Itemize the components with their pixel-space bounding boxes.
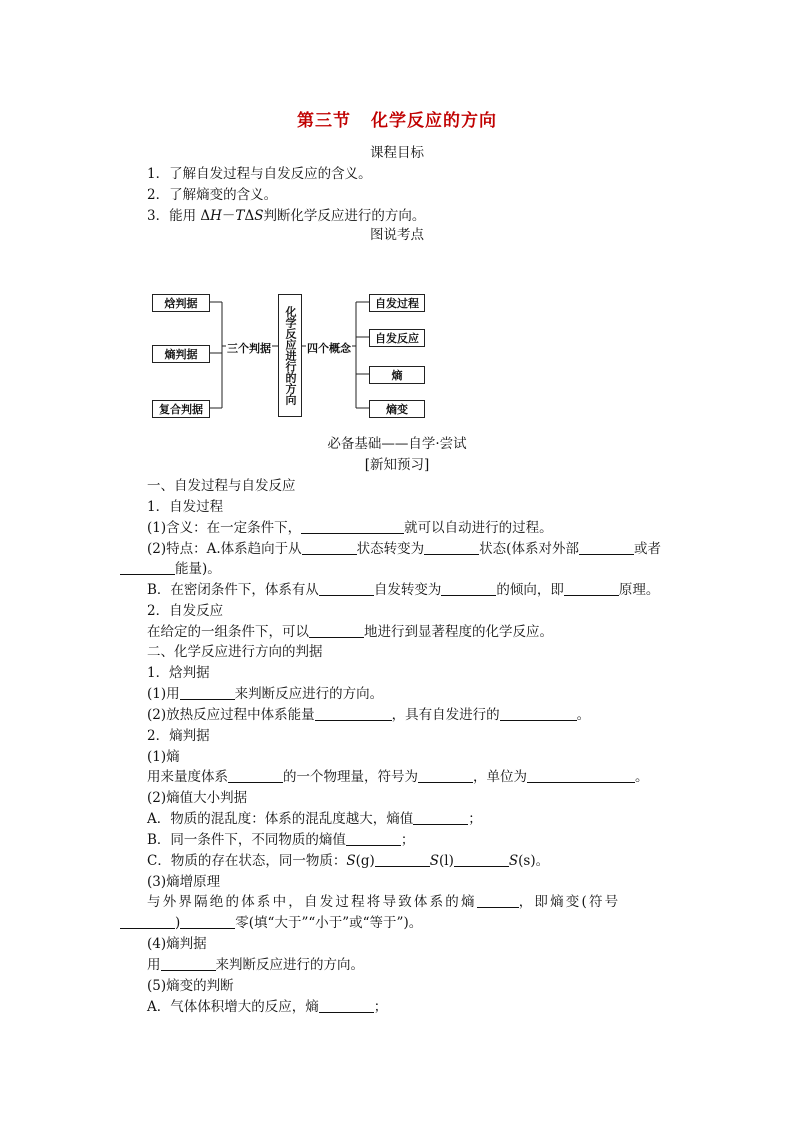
- answer-blank[interactable]: [319, 1011, 374, 1013]
- answer-blank[interactable]: [500, 719, 577, 721]
- answer-blank[interactable]: [228, 781, 283, 783]
- answer-blank[interactable]: [564, 594, 619, 596]
- goal-item-1: 1．了解自发过程与自发反应的含义。: [147, 166, 372, 182]
- section-1-heading: 一、自发过程与自发反应: [147, 478, 296, 494]
- box-reaction-direction: 化学反应进行的方向: [278, 294, 302, 417]
- box-enthalpy-criterion: 焓判据: [152, 294, 210, 312]
- box-compound-criterion: 复合判据: [152, 400, 210, 418]
- answer-blank[interactable]: [180, 927, 235, 929]
- line-disorder: A．物质的混乱度：体系的混乱度越大，熵值 ；: [147, 811, 482, 827]
- answer-blank[interactable]: [301, 532, 404, 534]
- subsection-1-2: 2．自发反应: [147, 603, 224, 619]
- line-entropy-use: 用 来判断反应进行的方向。: [147, 957, 364, 973]
- line-entropy-heading: (1)熵: [147, 749, 180, 765]
- line-definition: (1)含义：在一定条件下， 就可以自动进行的过程。: [147, 520, 553, 536]
- answer-blank[interactable]: [579, 553, 634, 555]
- box-entropy-criterion: 熵判据: [152, 345, 210, 363]
- line-features-b: B．在密闭条件下，体系有从 自发转变为 的倾向，即 原理。: [147, 582, 660, 598]
- label-three-criteria: 三个判据: [227, 342, 271, 355]
- section-name: 化学反应的方向: [371, 111, 497, 131]
- goals-heading: 课程目标: [370, 145, 424, 161]
- line-enthalpy-use: (1)用 来判断反应进行的方向。: [147, 686, 384, 702]
- section-2-heading: 二、化学反应进行方向的判据: [147, 644, 323, 660]
- line-isolated-system: 与外界隔绝的体系中，自发过程将导致体系的熵 ，即熵变(符号: [147, 894, 621, 910]
- label-four-concepts: 四个概念: [307, 342, 351, 355]
- line-entropy-size: (2)熵值大小判据: [147, 790, 248, 806]
- answer-blank[interactable]: [418, 781, 473, 783]
- answer-blank[interactable]: [454, 865, 509, 867]
- goal-item-2: 2．了解熵变的含义。: [147, 187, 278, 203]
- line-entropy-change-judge: (5)熵变的判断: [147, 978, 234, 994]
- line-gas-volume: A．气体体积增大的反应，熵 ；: [147, 999, 388, 1015]
- answer-blank[interactable]: [319, 594, 374, 596]
- box-spontaneous-process: 自发过程: [369, 294, 425, 312]
- answer-blank[interactable]: [161, 969, 216, 971]
- answer-blank[interactable]: [375, 865, 430, 867]
- subsection-2-2: 2．熵判据: [147, 728, 210, 744]
- answer-blank[interactable]: [120, 573, 175, 575]
- box-entropy: 熵: [369, 366, 425, 384]
- basics-heading: 必备基础——自学·尝试: [327, 436, 467, 452]
- box-spontaneous-reaction: 自发反应: [369, 329, 425, 347]
- line-features-a: (2)特点：A.体系趋向于从 状态转变为 状态(体系对外部 或者: [147, 541, 661, 557]
- answer-blank[interactable]: [441, 594, 496, 596]
- line-exothermic: (2)放热反应过程中体系能量 ，具有自发进行的 。: [147, 707, 591, 723]
- answer-blank[interactable]: [120, 927, 175, 929]
- line-entropy-def: 用来量度体系 的一个物理量，符号为 ，单位为 。: [147, 769, 649, 785]
- line-isolated-system-cont: ) 零(填“大于”“小于”或“等于”)。: [120, 911, 422, 931]
- answer-blank[interactable]: [477, 906, 519, 908]
- section-number: 第三节: [297, 111, 351, 131]
- answer-blank[interactable]: [413, 823, 468, 825]
- line-entropy-criterion: (4)熵判据: [147, 936, 207, 952]
- line-same-condition: B．同一条件下，不同物质的熵值 ；: [147, 832, 415, 848]
- diagram-heading: 图说考点: [370, 227, 424, 243]
- answer-blank[interactable]: [302, 553, 357, 555]
- line-entropy-increase: (3)熵增原理: [147, 874, 221, 890]
- answer-blank[interactable]: [424, 553, 479, 555]
- subsection-2-1: 1．焓判据: [147, 665, 210, 681]
- line-features-a-cont: 能量)。: [120, 557, 221, 577]
- goal-item-3: 3．能用 ΔH－TΔS判断化学反应进行的方向。: [147, 208, 426, 224]
- answer-blank[interactable]: [180, 698, 235, 700]
- preview-heading: [新知预习]: [364, 457, 430, 473]
- answer-blank[interactable]: [527, 781, 635, 783]
- box-entropy-change: 熵变: [369, 400, 425, 418]
- answer-blank[interactable]: [309, 636, 364, 638]
- line-state-compare: C．物质的存在状态，同一物质：S(g) S(l) S(s)。: [147, 853, 550, 869]
- subsection-1-1: 1．自发过程: [147, 499, 224, 515]
- answer-blank[interactable]: [315, 719, 392, 721]
- answer-blank[interactable]: [346, 844, 401, 846]
- line-spontaneous-reaction: 在给定的一组条件下，可以 地进行到显著程度的化学反应。: [147, 624, 553, 640]
